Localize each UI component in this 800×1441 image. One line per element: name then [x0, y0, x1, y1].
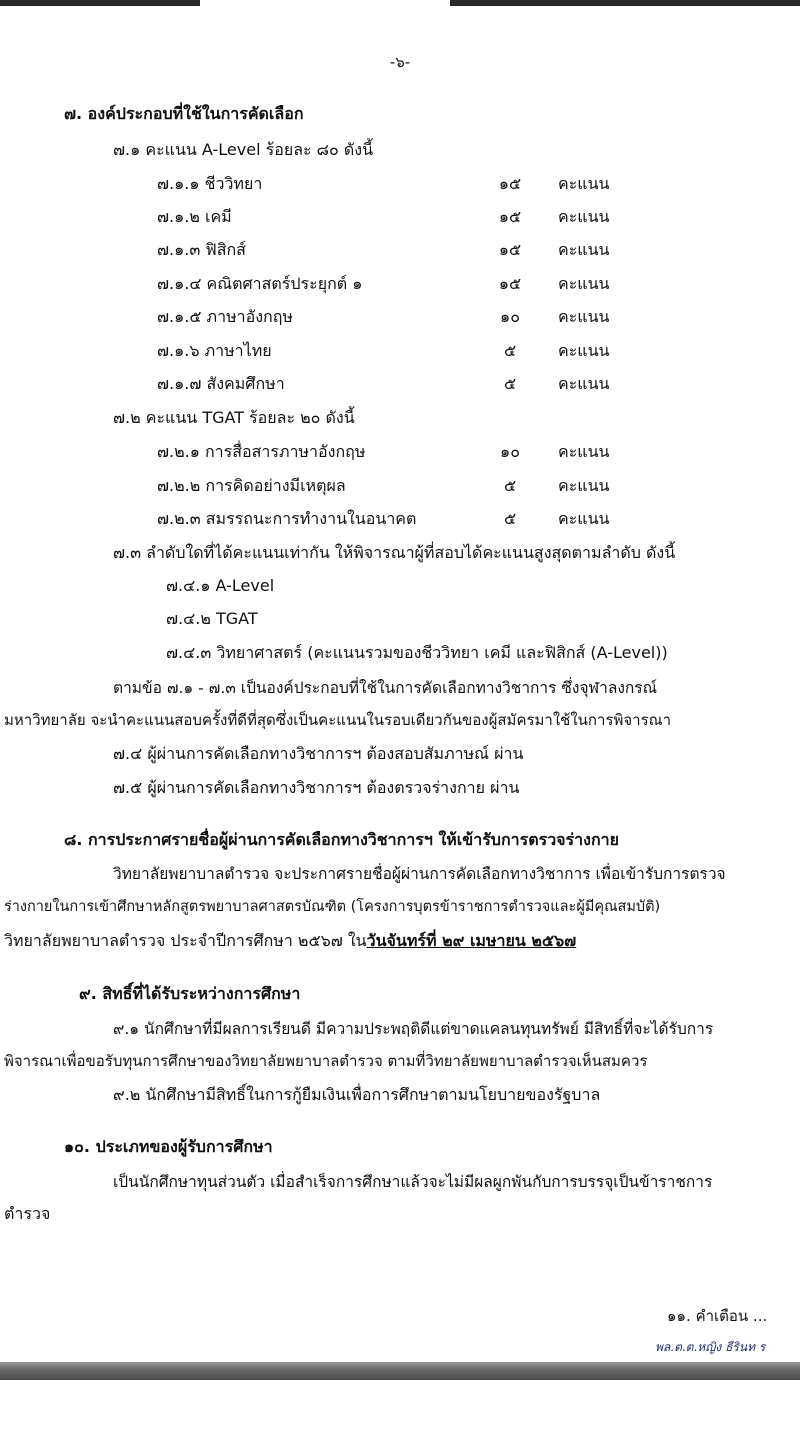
paragraph-line: ตำรวจ: [4, 1204, 51, 1223]
list-item-label: ๗.๑.๔ คณิตศาสตร์ประยุกต์ ๑: [157, 274, 363, 293]
item-9-2: ๙.๒ นักศึกษามีสิทธิ์ในการกู้ยืมเงินเพื่อการศึกษาตามนโยบายของรัฐบาล: [113, 1085, 601, 1104]
scan-edge-mark: [0, 0, 200, 6]
list-item-label: ๗.๑.๒ เคมี: [157, 207, 232, 226]
section-8-heading: ๘. การประกาศรายชื่อผู้ผ่านการคัดเลือกทางวิชาการฯ ให้เข้ารับการตรวจร่างกาย: [64, 830, 619, 849]
item-7-5: ๗.๕ ผู้ผ่านการคัดเลือกทางวิชาการฯ ต้องตรวจร่างกาย ผ่าน: [113, 778, 520, 797]
list-item-unit: คะแนน: [558, 374, 610, 393]
handwritten-signature: พล.ต.ต.หญิง ธีรินท ร: [655, 1340, 766, 1354]
list-item-score: ๕: [503, 476, 517, 495]
list-item-score: ๕: [503, 509, 517, 528]
list-item-score: ๕: [503, 341, 517, 360]
list-item-unit: คะแนน: [558, 174, 610, 193]
announcement-date: วันจันทร์ที่ ๒๙ เมษายน ๒๕๖๗: [366, 931, 577, 950]
list-item-score: ๑๐: [500, 307, 520, 326]
list-item-score: ๑๕: [498, 207, 522, 226]
list-item-unit: คะแนน: [558, 307, 610, 326]
paragraph-line: เป็นนักศึกษาทุนส่วนตัว เมื่อสำเร็จการศึกษาแล้วจะไม่มีผลผูกพันกับการบรรจุเป็นข้าราชการ: [113, 1173, 713, 1191]
list-item-unit: คะแนน: [558, 509, 610, 528]
tie-break-heading: ๗.๓ ลำดับใดที่ได้คะแนนเท่ากัน ให้พิจารณาผู้ที่สอบได้คะแนนสูงสุดตามลำดับ ดังนี้: [113, 543, 676, 562]
tie-break-item: ๗.๔.๑ A-Level: [166, 576, 275, 595]
list-item-unit: คะแนน: [558, 207, 610, 226]
scan-bottom-edge: [0, 1362, 800, 1380]
item-7-4: ๗.๔ ผู้ผ่านการคัดเลือกทางวิชาการฯ ต้องสอบสัมภาษณ์ ผ่าน: [113, 744, 524, 763]
tie-break-item: ๗.๔.๒ TGAT: [166, 609, 258, 628]
paragraph-line: [4, 929, 576, 954]
list-item-label: ๗.๑.๑ ชีววิทยา: [157, 174, 263, 193]
tie-break-item: ๗.๔.๓ วิทยาศาสตร์ (คะแนนรวมของชีววิทยา เคมี และฟิสิกส์ (A-Level)): [166, 643, 668, 662]
paragraph-line: ตามข้อ ๗.๑ - ๗.๓ เป็นองค์ประกอบที่ใช้ในการคัดเลือกทางวิชาการ ซึ่งจุฬาลงกรณ์: [113, 679, 657, 697]
list-item-label: ๗.๑.๗ สังคมศึกษา: [157, 374, 285, 393]
alevel-heading: ๗.๑ คะแนน A-Level ร้อยละ ๘๐ ดังนี้: [113, 140, 374, 159]
section-7-heading: ๗. องค์ประกอบที่ใช้ในการคัดเลือก: [64, 104, 304, 123]
list-item-score: ๑๕: [498, 240, 522, 259]
paragraph-line: มหาวิทยาลัย จะนำคะแนนสอบครั้งที่ดีที่สุดซึ่งเป็นคะแนนในรอบเดียวกันของผู้สมัครมาใช้ในการพิจารณา: [4, 711, 671, 729]
tgat-heading: ๗.๒ คะแนน TGAT ร้อยละ ๒๐ ดังนี้: [113, 408, 355, 427]
scan-edge-mark: [450, 0, 800, 6]
list-item-score: ๑๐: [500, 442, 520, 461]
next-page-indicator: ๑๑. คำเตือน ...: [667, 1307, 768, 1325]
list-item-label: ๗.๑.๕ ภาษาอังกฤษ: [157, 307, 293, 326]
paragraph-line: ๙.๑ นักศึกษาที่มีผลการเรียนดี มีความประพฤติดีแต่ขาดแคลนทุนทรัพย์ มีสิทธิ์ที่จะได้รับการ: [113, 1020, 714, 1038]
list-item-score: ๕: [503, 374, 517, 393]
list-item-score: ๑๕: [498, 174, 522, 193]
list-item-label: ๗.๑.๖ ภาษาไทย: [157, 341, 272, 360]
list-item-unit: คะแนน: [558, 240, 610, 259]
list-item-label: ๗.๒.๒ การคิดอย่างมีเหตุผล: [157, 476, 346, 495]
list-item-label: ๗.๑.๓ ฟิสิกส์: [157, 240, 246, 259]
list-item-score: ๑๕: [498, 274, 522, 293]
section-10-heading: ๑๐. ประเภทของผู้รับการศึกษา: [64, 1137, 273, 1156]
announcement-text: วิทยาลัยพยาบาลตำรวจ ประจำปีการศึกษา ๒๕๖๗ ใน: [4, 931, 367, 950]
list-item-unit: คะแนน: [558, 442, 610, 461]
list-item-unit: คะแนน: [558, 341, 610, 360]
list-item-unit: คะแนน: [558, 274, 610, 293]
paragraph-line: ร่างกายในการเข้าศึกษาหลักสูตรพยาบาลศาสตรบัณฑิต (โครงการบุตรข้าราชการตำรวจและผู้มีคุณสมบัติ): [4, 899, 661, 915]
list-item-unit: คะแนน: [558, 476, 610, 495]
list-item-label: ๗.๒.๓ สมรรถนะการทำงานในอนาคต: [157, 509, 417, 528]
section-9-heading: ๙. สิทธิ์ที่ได้รับระหว่างการศึกษา: [79, 984, 301, 1003]
paragraph-line: พิจารณาเพื่อขอรับทุนการศึกษาของวิทยาลัยพยาบาลตำรวจ ตามที่วิทยาลัยพยาบาลตำรวจเห็นสมควร: [4, 1052, 648, 1070]
paragraph-line: วิทยาลัยพยาบาลตำรวจ จะประกาศรายชื่อผู้ผ่านการคัดเลือกทางวิชาการ เพื่อเข้ารับการตรวจ: [113, 865, 726, 883]
list-item-label: ๗.๒.๑ การสื่อสารภาษาอังกฤษ: [157, 442, 366, 461]
page-number: -๖-: [389, 53, 411, 71]
